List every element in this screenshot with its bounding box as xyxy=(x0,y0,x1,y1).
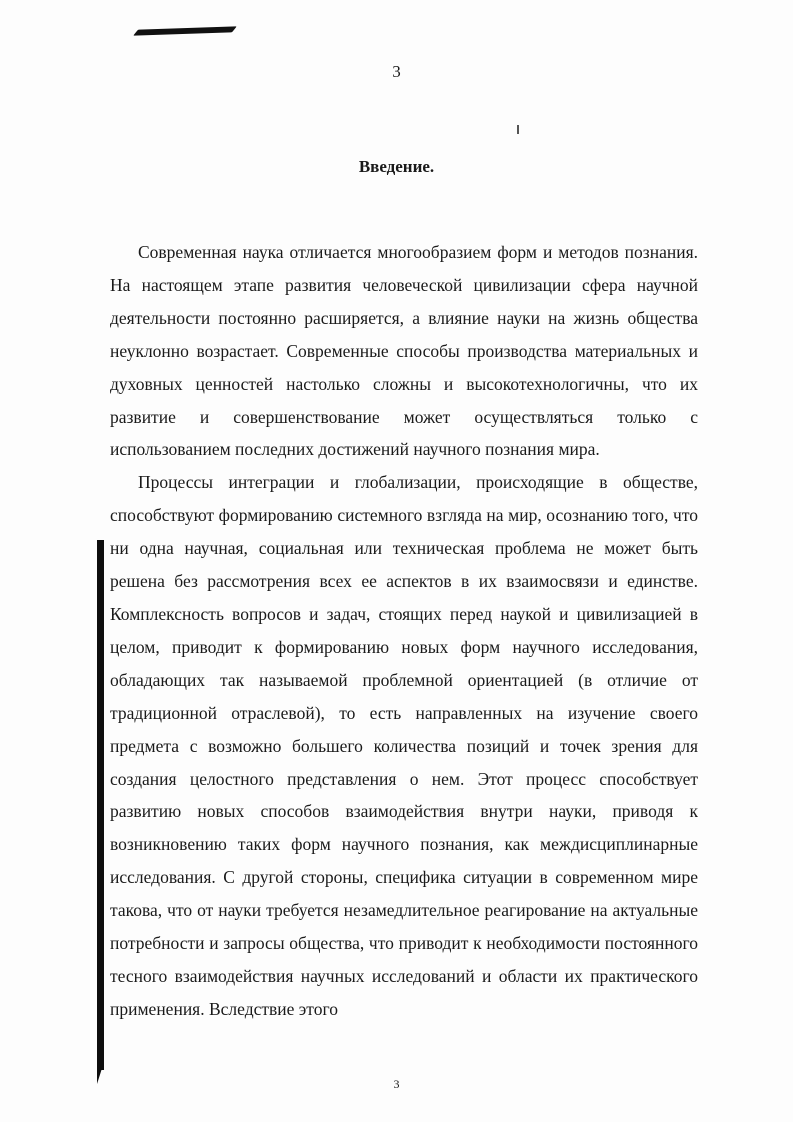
page-number-top: 3 xyxy=(392,62,401,81)
scan-artifact-dash xyxy=(517,125,519,134)
paragraph-2: Процессы интеграции и глобализации, происходящие в обществе, способствуют формированию системного взгляда на мир, осознанию того, что ни одна научная, социальная или техническая проблема не может быть решена без рассмотрения всех ее аспектов в их взаимосвязи и единстве. Комплексность вопросов и задач, стоящих перед наукой и цивилизацией в целом, приводит к формированию новых форм научного исследования, обладающих так называемой проблемной ориентацией (в отличие от традиционной отраслевой), то есть направленных на изучение своего предмета с возможно большего количества позиций и точек зрения для создания целостного представления о нем. Этот процесс способствует развитию новых способов взаимодействия внутри науки, приводя к возникновению таких форм научного познания, как междисциплинарные исследования. С другой стороны, специфика ситуации в современном мире такова, что от науки требуется незамедлительное реагирование на актуальные потребности и запросы общества, что приводит к необходимости постоянного тесного взаимодействия научных исследований и области их практического применения. Вследствие этого xyxy=(110,472,698,1019)
scan-artifact-top xyxy=(133,26,237,35)
body-text xyxy=(110,236,698,1026)
page-number-bottom: 3 xyxy=(393,1077,400,1091)
scan-artifact-left-bar xyxy=(97,540,104,1070)
paragraph-1: Современная наука отличается многообразием форм и методов познания. На настоящем этапе развития человеческой цивилизации сфера научной деятельности постоянно расширяется, а влияние науки на жизнь общества неуклонно возрастает. Современные способы производства материальных и духовных ценностей настолько сложны и высокотехнологичны, что их развитие и совершенствование может осуществляться только с использованием последних достижений научного познания мира. xyxy=(110,242,698,460)
section-heading: Введение. xyxy=(358,157,435,176)
